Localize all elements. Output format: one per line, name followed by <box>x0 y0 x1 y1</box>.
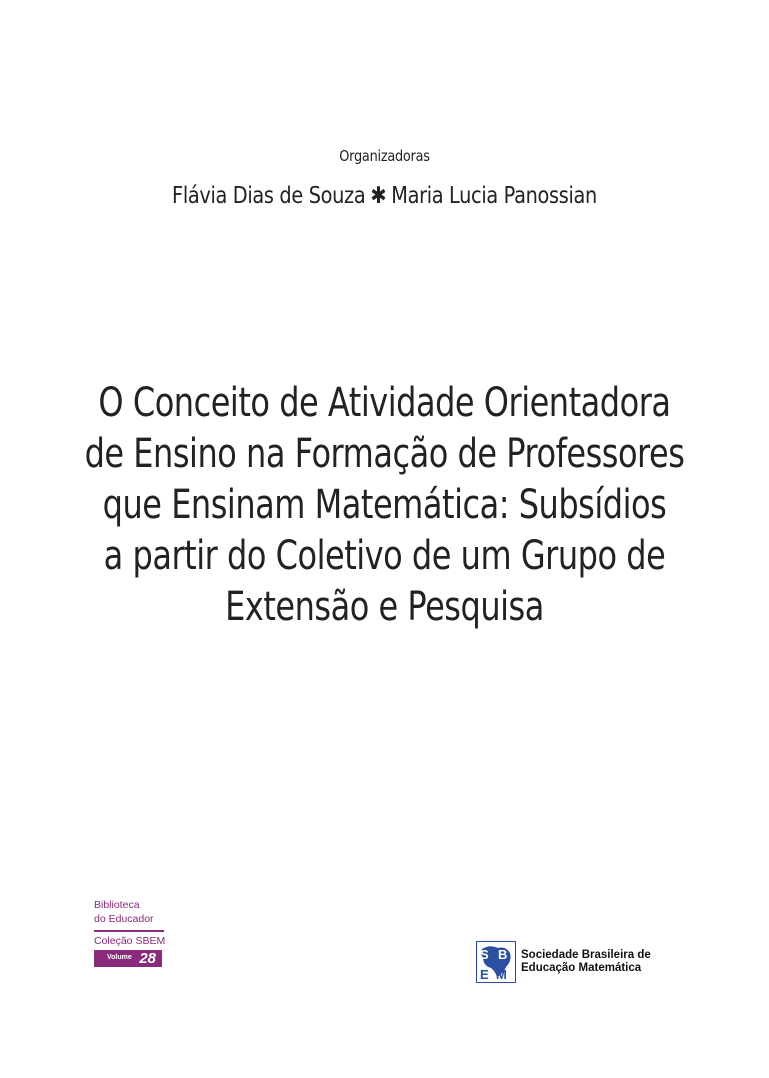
author-separator: ✱ <box>370 183 387 209</box>
svg-text:E: E <box>480 967 489 982</box>
title-line-1: O Conceito de Atividade Orientadora <box>98 380 671 426</box>
title-line-3: que Ensinam Matemática: Subsídios <box>102 482 667 528</box>
sbem-logo-icon <box>476 941 516 983</box>
publisher-name-line-1: Sociedade Brasileira de <box>521 949 651 961</box>
collection-badge <box>94 898 164 967</box>
organizers-label: Organizadoras <box>339 147 430 165</box>
title-line-2: de Ensino na Formação de Professores <box>84 431 685 477</box>
publisher-name <box>521 949 651 975</box>
collection-line-3: Coleção SBEM <box>94 935 166 947</box>
title-line-4: a partir do Coletivo de um Grupo de <box>103 533 666 579</box>
author-2: Maria Lucia Panossian <box>391 183 597 209</box>
publisher-name-line-2: Educação Matemática <box>521 962 642 974</box>
svg-text:S: S <box>480 947 489 962</box>
book-title <box>77 378 692 633</box>
svg-text:B: B <box>498 947 508 962</box>
collection-line-2: do Educador <box>94 912 164 932</box>
volume-bar <box>94 950 162 967</box>
volume-number: 28 <box>139 950 156 967</box>
author-1: Flávia Dias de Souza <box>172 183 366 209</box>
svg-text:M: M <box>496 967 507 982</box>
title-line-5: Extensão e Pesquisa <box>225 584 544 630</box>
collection-line-1: Biblioteca <box>94 899 140 911</box>
authors-line <box>62 183 708 209</box>
publisher-block <box>476 941 696 983</box>
volume-label: Volume <box>107 954 132 961</box>
